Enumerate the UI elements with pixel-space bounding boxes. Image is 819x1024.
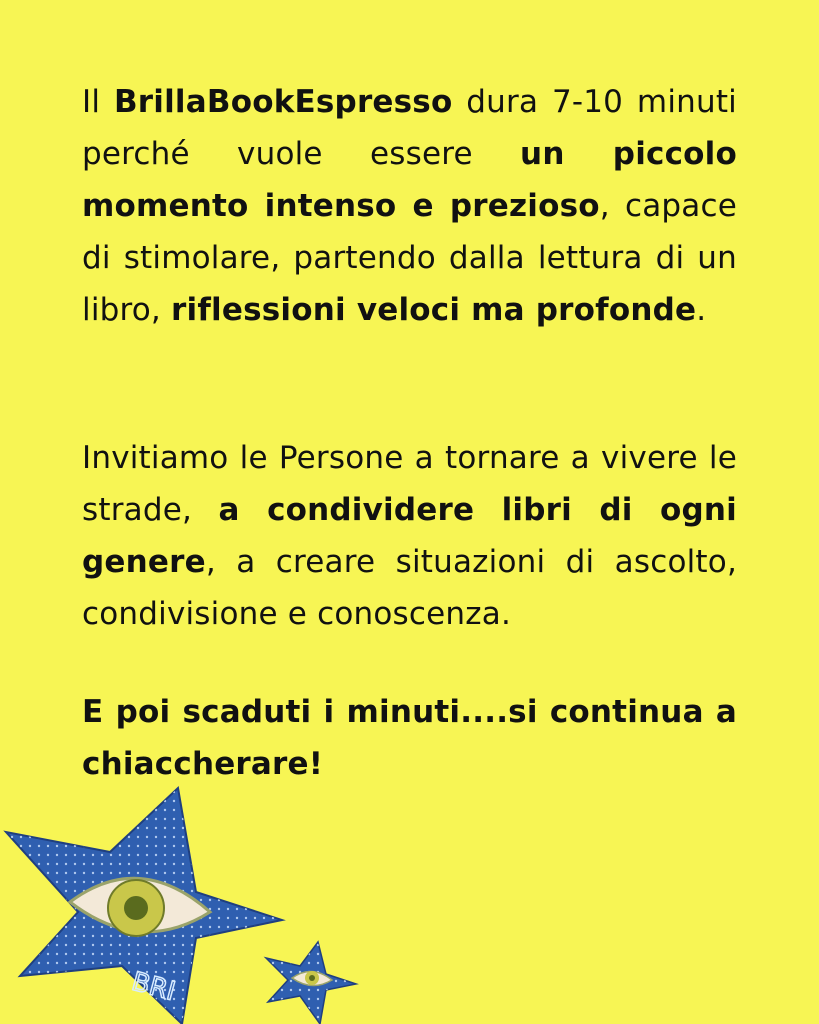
brand-name: BrillaBookEspresso [113, 84, 453, 120]
text-segment: . [696, 292, 707, 328]
text-segment: , capace di stimolare, partendo dalla lettura di un libro, [82, 188, 737, 328]
paragraph-intro [82, 76, 737, 336]
small-star-icon [266, 942, 356, 1024]
highlight-text: un piccolo momento intenso e prezioso [82, 136, 737, 224]
star-lettering: BRI [128, 966, 179, 1008]
text-segment: dura 7-10 minuti perché vuole essere [82, 84, 737, 172]
text-segment: Invitiamo le Persone a tornare a vivere le strade, [82, 440, 737, 528]
highlight-text: riflessioni veloci ma profonde [171, 292, 697, 328]
stars-illustration [0, 780, 400, 1024]
paragraph-invitation [82, 432, 737, 640]
large-star-icon [6, 788, 282, 1024]
highlight-text: a condividere libri di ogni genere [82, 492, 737, 580]
text-segment: , a creare situazioni di ascolto, condivisione e conoscenza. [82, 544, 737, 632]
paragraph-closing: E poi scaduti i minuti....si continua a chiaccherare! [82, 694, 737, 782]
text-segment: Il [82, 84, 114, 120]
